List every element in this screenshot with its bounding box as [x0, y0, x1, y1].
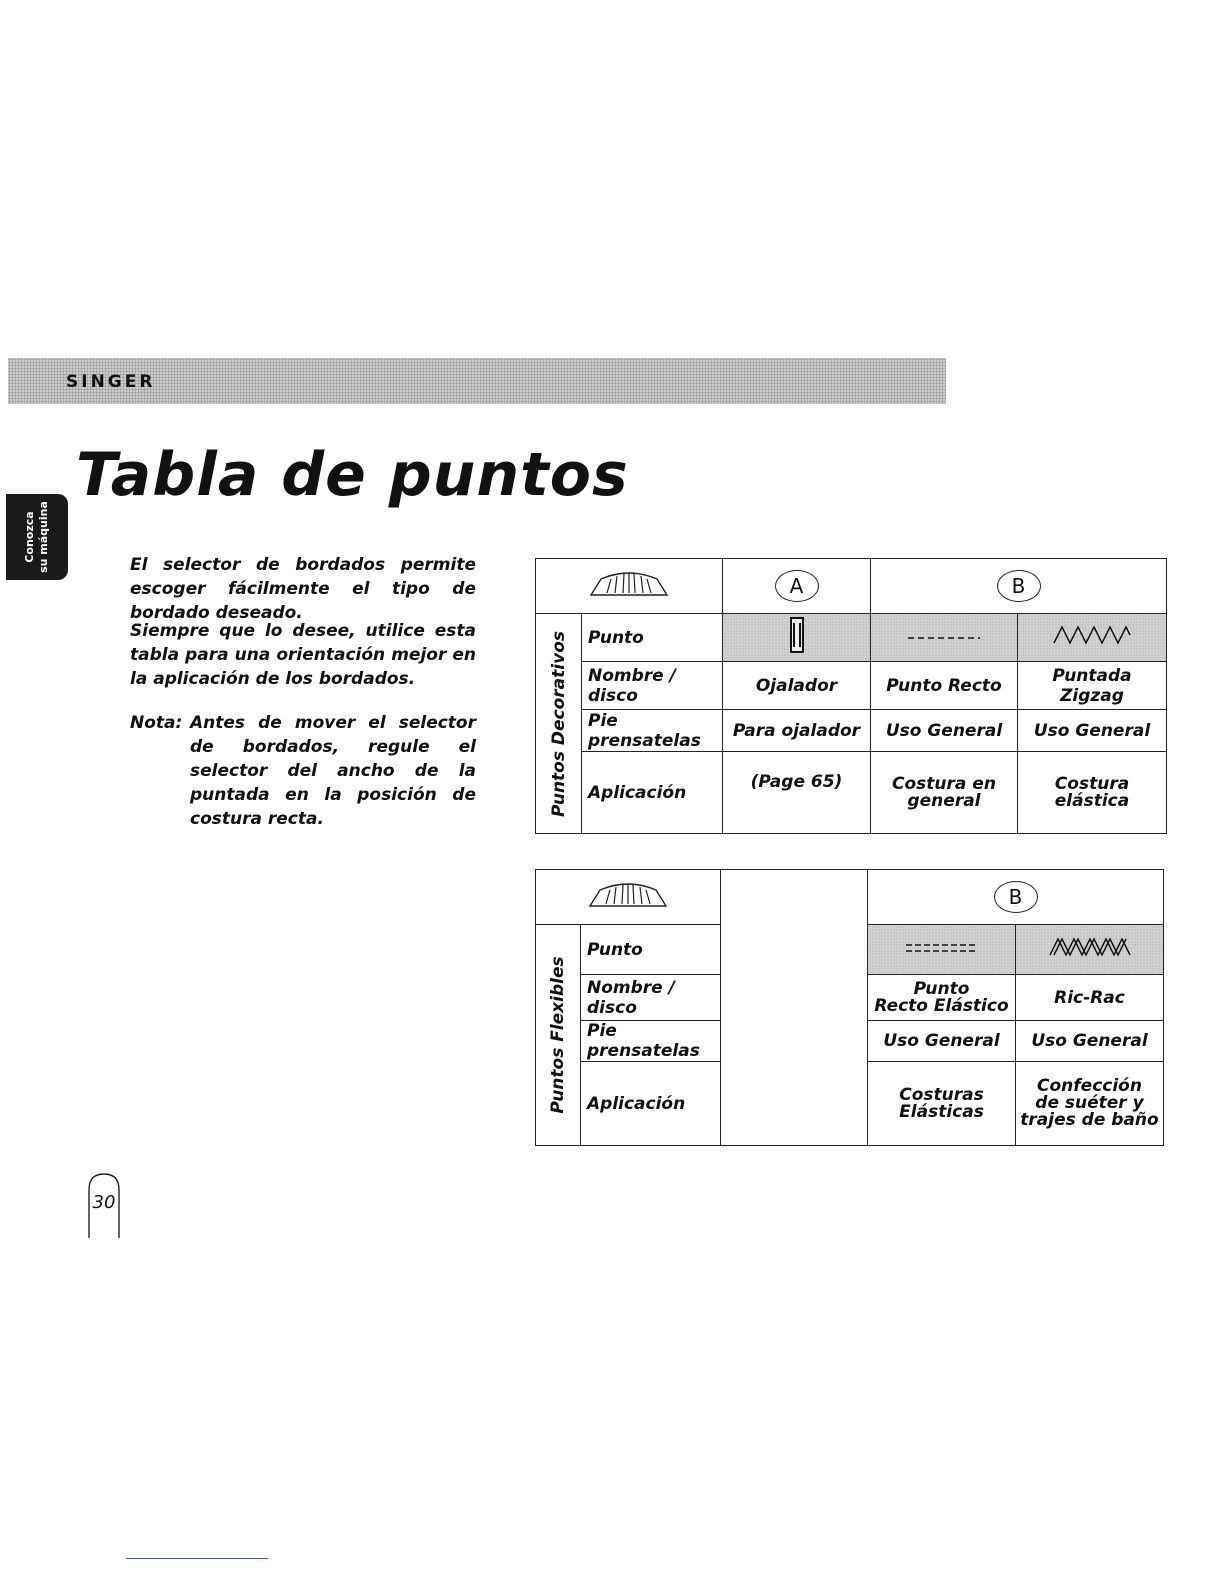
- aplicacion-cell-3: [1018, 752, 1167, 834]
- row-label-aplicacion: Aplicación: [582, 752, 723, 834]
- column-b-header: [871, 559, 1167, 614]
- section-tab-label: [6, 494, 68, 580]
- stitch-selector-cell: [536, 559, 723, 614]
- row-label-aplicacion: Aplicación: [581, 1062, 721, 1146]
- buttonhole-icon: [787, 615, 807, 655]
- nombre-cell-2-line1: Punto: [913, 978, 970, 999]
- stitch-cell-stretch-straight: [868, 925, 1016, 975]
- aplicacion-cell-2-line1: Costuras: [899, 1084, 984, 1105]
- nombre-cell-2: [868, 975, 1016, 1021]
- stitch-cell-straight: [871, 614, 1018, 662]
- brand-logo: SINGER: [66, 372, 156, 392]
- side-label-cell: [536, 925, 581, 1146]
- column-a-header: [723, 559, 871, 614]
- stitch-cell-buttonhole: [723, 614, 871, 662]
- section-tab-line1: Conozca: [23, 511, 36, 563]
- side-label-flexible: Puntos Flexibles: [548, 956, 568, 1114]
- side-label-cell: [536, 614, 582, 834]
- column-b-badge: B: [997, 570, 1041, 602]
- pie-cell-3: Uso General: [1018, 710, 1167, 752]
- empty-column-a: [721, 870, 868, 1146]
- nombre-cell-3: Ric-Rac: [1016, 975, 1164, 1021]
- row-label-nombre: Nombre / disco: [581, 975, 721, 1021]
- page-number-text: 30: [92, 1192, 116, 1213]
- aplicacion-cell-2-line2: general: [907, 790, 981, 811]
- section-tab-line2: su máquina: [37, 501, 50, 573]
- side-label-decorative: Puntos Decorativos: [548, 630, 569, 817]
- column-a-badge: A: [775, 570, 819, 602]
- aplicacion-cell-3-line3: trajes de baño: [1020, 1110, 1159, 1130]
- page-title: Tabla de puntos: [76, 440, 629, 510]
- decorative-stitch-table: [535, 558, 1167, 834]
- aplicacion-cell-2-line2: Elásticas: [899, 1101, 984, 1122]
- pie-cell-1: Para ojalador: [723, 710, 871, 752]
- flexible-stitch-table: [535, 869, 1164, 1146]
- row-label-pie: Pie prensatelas: [582, 710, 723, 752]
- row-label-pie: Pie prensatelas: [581, 1021, 721, 1062]
- intro-paragraph-1: El selector de bordados permite escoger fácilmente el tipo de bordado deseado.: [130, 555, 476, 623]
- intro-paragraph-2: Siempre que lo desee, utilice esta tabla para una orientación mejor en la aplicación de los bordados.: [130, 621, 476, 689]
- aplicacion-cell-2: [868, 1062, 1016, 1146]
- zigzag-stitch-icon: [1052, 624, 1132, 646]
- ric-rac-stitch-icon: [1048, 936, 1132, 958]
- nombre-cell-2: Punto Recto: [871, 662, 1018, 710]
- note-text: Antes de mover el selector de bordados, regule el selector del ancho de la puntada en la posición de costura recta.: [190, 713, 476, 829]
- aplicacion-cell-3-line2: elástica: [1054, 790, 1130, 811]
- aplicacion-cell-3-line2: de suéter y: [1035, 1093, 1144, 1113]
- aplicacion-cell-3-line1: Confección: [1037, 1076, 1142, 1096]
- straight-stitch-icon: [906, 633, 982, 643]
- aplicacion-cell-3: [1016, 1062, 1164, 1146]
- aplicacion-cell-2-line1: Costura en: [892, 773, 996, 794]
- column-b-badge: B: [994, 881, 1038, 913]
- page-number: [88, 1172, 120, 1238]
- stitch-selector-icon: [586, 880, 670, 910]
- row-label-punto: Punto: [582, 614, 723, 662]
- nombre-cell-3: Puntada Zigzag: [1018, 662, 1167, 710]
- footer-rule: [126, 1558, 268, 1559]
- stitch-selector-cell: [536, 870, 721, 925]
- pie-cell-3: Uso General: [1016, 1021, 1164, 1062]
- nombre-cell-1: Ojalador: [723, 662, 871, 710]
- pie-cell-2: Uso General: [868, 1021, 1016, 1062]
- row-label-nombre: Nombre / disco: [582, 662, 723, 710]
- stitch-selector-icon: [587, 569, 671, 599]
- pie-cell-2: Uso General: [871, 710, 1018, 752]
- stretch-straight-stitch-icon: [904, 941, 980, 955]
- stitch-cell-ric-rac: [1016, 925, 1164, 975]
- stitch-cell-zigzag: [1018, 614, 1167, 662]
- column-b-header: [868, 870, 1164, 925]
- aplicacion-cell-1: (Page 65): [723, 752, 871, 834]
- aplicacion-cell-3-line1: Costura: [1054, 773, 1130, 794]
- aplicacion-cell-2: [871, 752, 1018, 834]
- nombre-cell-2-line2: Recto Elástico: [874, 995, 1009, 1016]
- row-label-punto: Punto: [581, 925, 721, 975]
- note-label: Nota:: [130, 713, 183, 733]
